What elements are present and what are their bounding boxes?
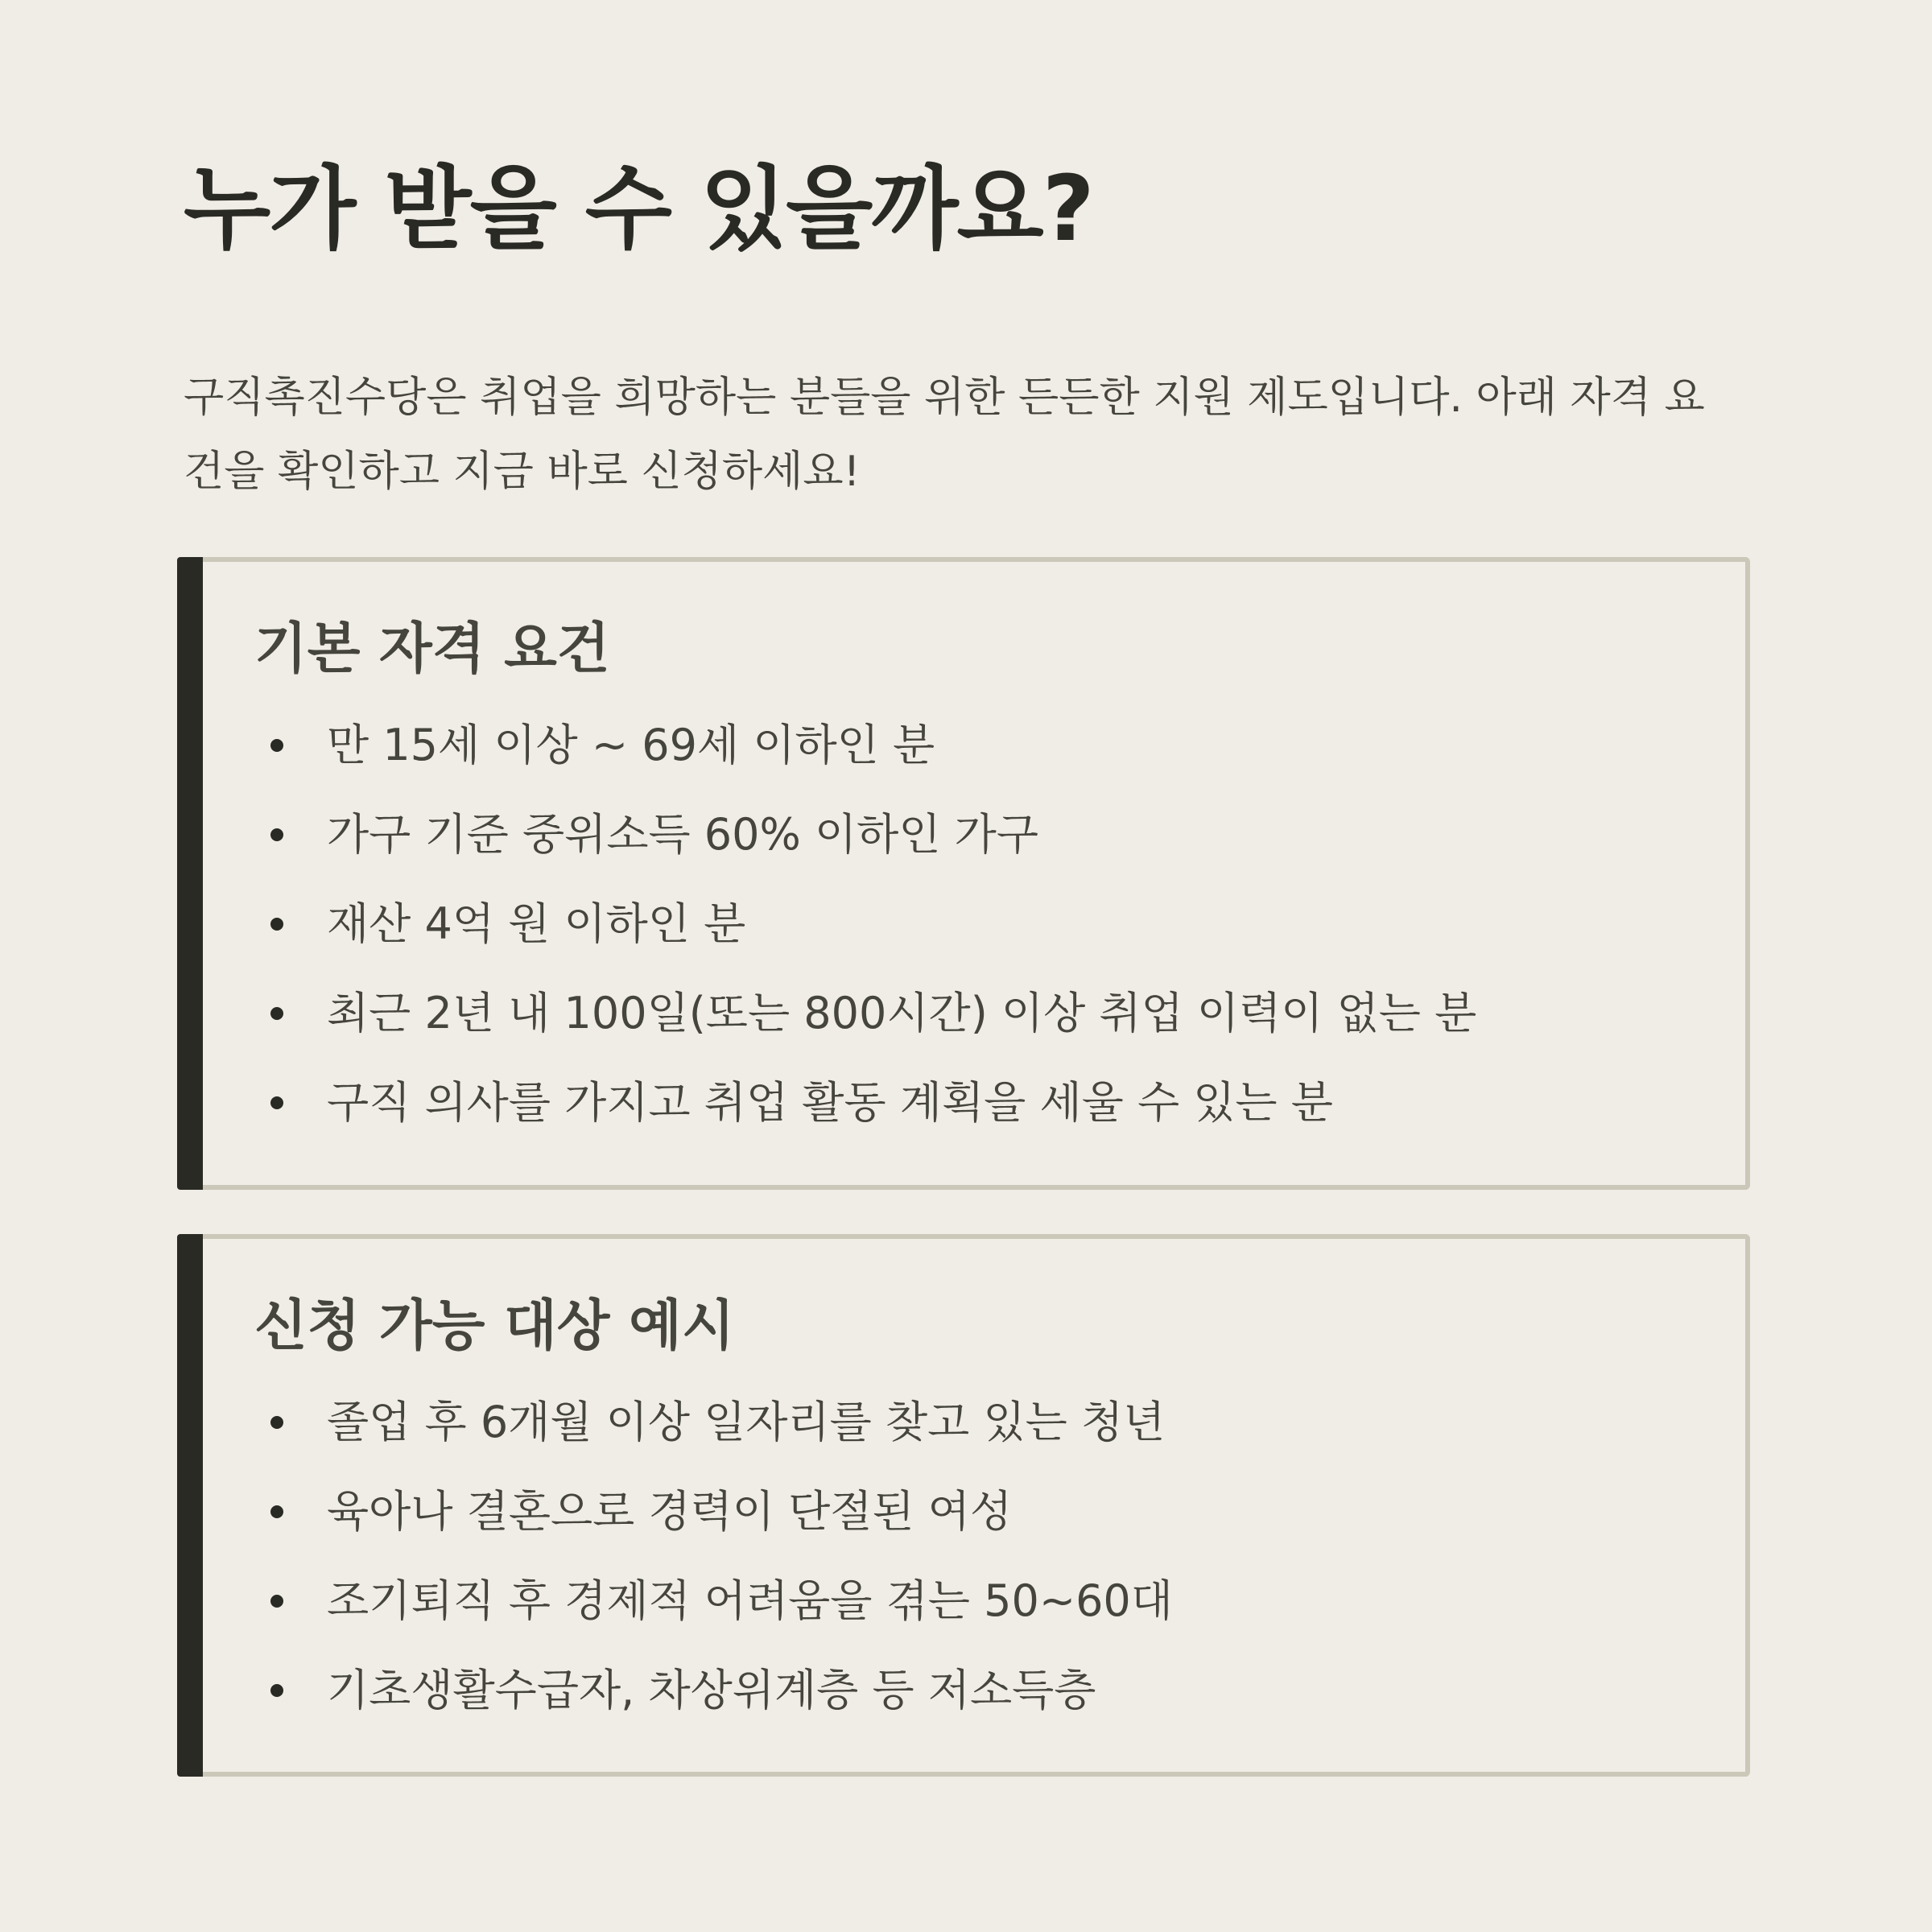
- list-item-text: 육아나 결혼으로 경력이 단절된 여성: [327, 1486, 1013, 1537]
- list-item-text: 재산 4억 원 이하인 분: [327, 898, 746, 949]
- list-item: [177, 895, 1476, 985]
- intro-text: 구직촉진수당은 취업을 희망하는 분들을 위한 든든한 지원 제도입니다. 아래 자격 요건을 확인하고 지금 바로 신청하세요!: [184, 374, 1705, 496]
- list-item-text: 가구 기준 중위소득 60% 이하인 가구: [327, 809, 1038, 860]
- list-item: [177, 716, 1476, 806]
- list-item: [177, 1572, 1173, 1662]
- bullet-icon: [270, 1096, 283, 1109]
- list-item: [177, 1662, 1173, 1751]
- list-item: [177, 1074, 1476, 1163]
- list-item-text: 조기퇴직 후 경제적 어려움을 겪는 50~60대: [327, 1575, 1173, 1626]
- list-item: [177, 1393, 1173, 1483]
- bullet-icon: [270, 828, 283, 841]
- list-item-text: 최근 2년 내 100일(또는 800시간) 이상 취업 이력이 없는 분: [327, 988, 1477, 1038]
- page-title: 누가 받을 수 있을까요?: [184, 157, 1093, 262]
- bullet-icon: [270, 1505, 283, 1518]
- list-item: [177, 985, 1476, 1074]
- list-item-text: 만 15세 이상 ~ 69세 이하인 분: [327, 720, 935, 770]
- card-title: 신청 가능 대상 예시: [254, 1294, 735, 1358]
- bullet-icon: [270, 1684, 283, 1697]
- bullet-icon: [270, 1595, 283, 1608]
- list-item-text: 구직 의사를 가지고 취업 활동 계획을 세울 수 있는 분: [327, 1077, 1333, 1128]
- examples-list: [177, 1393, 1173, 1751]
- card-title: 기본 자격 요건: [254, 617, 610, 681]
- bullet-icon: [270, 1007, 283, 1020]
- bullet-icon: [270, 1416, 283, 1429]
- list-item: [177, 1483, 1173, 1572]
- bullet-icon: [270, 918, 283, 931]
- list-item-text: 기초생활수급자, 차상위계층 등 저소득층: [327, 1665, 1096, 1715]
- eligibility-list: [177, 716, 1476, 1163]
- example-applicants-card: [177, 1234, 1750, 1777]
- basic-eligibility-card: [177, 557, 1750, 1190]
- list-item-text: 졸업 후 6개월 이상 일자리를 찾고 있는 청년: [327, 1397, 1166, 1447]
- bullet-icon: [270, 739, 283, 752]
- list-item: [177, 806, 1476, 895]
